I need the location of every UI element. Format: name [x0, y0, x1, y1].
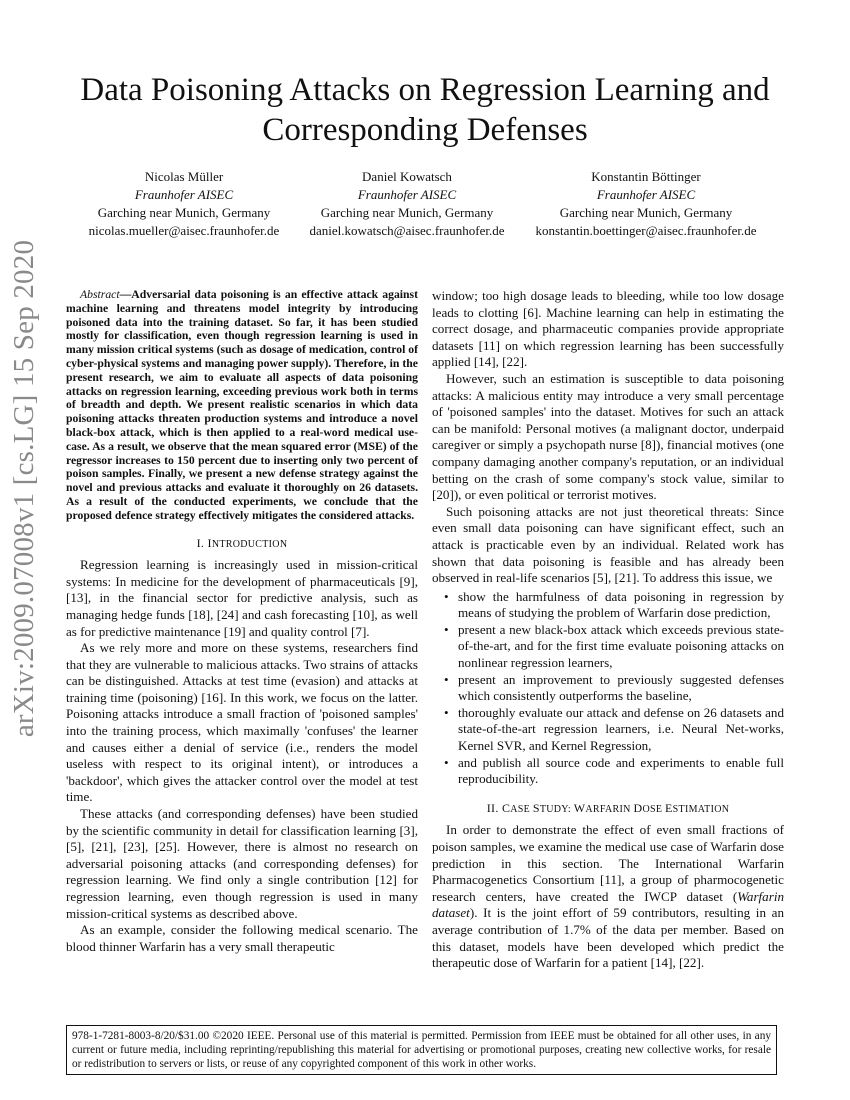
- author-email: daniel.kowatsch@aisec.fraunhofer.de: [309, 223, 505, 238]
- bullet-icon: •: [444, 588, 449, 604]
- author-name: Daniel Kowatsch: [362, 169, 452, 184]
- section-heading-case-study: [432, 800, 784, 819]
- list-item: [444, 704, 784, 755]
- section-cap: D: [633, 800, 643, 815]
- author-email: konstantin.boettinger@aisec.fraunhofer.de: [535, 223, 757, 238]
- section-number: II.: [486, 800, 502, 815]
- bullet-icon: •: [444, 704, 449, 720]
- intro-paragraph-4: As an example, consider the following medical scenario. The blood thinner Warfarin has a very small therapeutic: [66, 922, 418, 954]
- author-affiliation: Fraunhofer AISEC: [357, 187, 457, 202]
- section-rest: ARFARIN: [585, 803, 634, 815]
- section-rest: ASE: [510, 803, 533, 815]
- case-study-dataset-name: Warfarin dataset: [432, 888, 784, 921]
- right-column: [432, 288, 784, 972]
- author-affiliation: Fraunhofer AISEC: [134, 187, 234, 202]
- author-location: Garching near Munich, Germany: [97, 205, 271, 220]
- list-item-text: thoroughly evaluate our attack and defense on 26 datasets and state-of-the-art regression learners, i.e. Neural Net-works, Kernel SVR, and Kernel Regression,: [458, 704, 784, 754]
- list-item: [444, 671, 784, 705]
- case-study-paragraph: [432, 822, 784, 971]
- right-paragraph-threats: Such poisoning attacks are not just theoretical threats: Since even small data poisoning can have significant effect, such an attack is practicable even by an individual. Related work has shown that data poisoning is feasible and has already been observed in real-life scenarios [5], [21]. To address this issue, we: [432, 503, 784, 586]
- paper-title: [40, 70, 810, 150]
- right-paragraph-continuation: window; too high dosage leads to bleeding, while too low dosage leads to clotting [6]. Machine learning can help in estimating the correct dosage, and pharmaceutic companies provide appropriate datasets [11] on which regression learning has been successfully applied [14], [22].: [432, 288, 784, 370]
- list-item: [444, 588, 784, 622]
- abstract-label: Abstract: [80, 288, 120, 301]
- title-line-2: Corresponding Defenses: [262, 112, 588, 148]
- author-affiliation: Fraunhofer AISEC: [596, 187, 696, 202]
- list-item: [444, 621, 784, 672]
- section-cap: E: [665, 800, 673, 815]
- intro-paragraph-3: These attacks (and corresponding defenses) have been studied by the scientific community in detail for classification learning [3], [5], [21], [23], [25]. However, there is almost no research on adversarial poisoning attacks (and corresponding defenses) for regression learning. We find only a single contribution [12] for regression learning, even though regression is used in many mission-critical systems as described above.: [66, 806, 418, 921]
- section-rest: OSE: [642, 803, 666, 815]
- section-rest: TUDY:: [539, 803, 574, 815]
- left-column: [66, 288, 418, 955]
- title-line-1: Data Poisoning Attacks on Regression Learning and: [80, 72, 770, 108]
- intro-paragraph-1: Regression learning is increasingly used in mission-critical systems: In medicine for the development of pharmaceuticals [9], [13], in the financial sector for predictive analysis, such as managing hedge funds [18], [24] and cash forecasting [10], as well as for predictive maintenance [19] and quality control [7].: [66, 557, 418, 639]
- right-paragraph-susceptible: However, such an estimation is susceptible to data poisoning attacks: A malicious entity may introduce a very small percentage of 'poisoned samples' into the dataset. Motives for such an attack can be manifold: Personal motives (a malignant doctor, underpaid caregiver or simply a psychopath nurse [8]), financial motives (one company damaging another company's reputation, or an individual betting on the crash of some company's stock value, similar to [20]), or even political or terrorist motives.: [432, 370, 784, 503]
- arxiv-watermark: [0, 239, 50, 737]
- bullet-icon: •: [444, 621, 449, 637]
- copyright-notice: 978-1-7281-8003-8/20/$31.00 ©2020 IEEE. Personal use of this material is permitted. Permission from IEEE must be obtained for all other uses, in any current or future media, including reprinting/republishing this material for advertising or promotional purposes, creating new collective works, for resale or redistribution to servers or lists, or reuse of any copyrighted component of this work in other works.: [66, 1025, 777, 1075]
- section-number: I.: [196, 535, 208, 550]
- list-item: [444, 754, 784, 788]
- author-3: [518, 168, 774, 240]
- author-name: Konstantin Böttinger: [591, 169, 701, 184]
- abstract: [66, 288, 418, 523]
- section-cap: S: [532, 800, 540, 815]
- section-cap: I: [207, 535, 212, 550]
- author-name: Nicolas Müller: [144, 169, 224, 184]
- author-1: [64, 168, 304, 240]
- list-item-text: and publish all source code and experiments to enable full reproducibility.: [458, 754, 784, 787]
- section-cap: W: [573, 800, 586, 815]
- case-study-text-a: In order to demonstrate the effect of even small fractions of poison samples, we examine the medical use case of Warfarin dose prediction in this section. The International Warfarin Pharmacogenetics Consortium [11], a group of pharmocogenetic research centers, have created the IWCP dataset (: [432, 822, 784, 904]
- bullet-icon: •: [444, 754, 449, 770]
- author-email: nicolas.mueller@aisec.fraunhofer.de: [88, 223, 280, 238]
- case-study-text-b: ). It is the joint effort of 59 contributors, resulting in an average contribution of 1.7% of the data per member. Based on this dataset, models have been developed which predict the therapeutic dose of Warfarin for a patient [14], [22].: [432, 905, 784, 971]
- list-item-text: present a new black-box attack which exceeds previous state-of-the-art, and for the first time evaluate poisoning attacks on nonlinear regression learners,: [458, 621, 784, 671]
- section-rest: NTRODUCTION: [211, 538, 288, 550]
- author-2: [287, 168, 527, 240]
- author-location: Garching near Munich, Germany: [320, 205, 494, 220]
- arxiv-watermark-text: arXiv:2009.07008v1 [cs.LG] 15 Sep 2020: [8, 239, 41, 737]
- list-item-text: show the harmfulness of data poisoning in regression by means of studying the problem of Warfarin dose prediction,: [458, 588, 784, 621]
- bullet-icon: •: [444, 671, 449, 687]
- list-item-text: present an improvement to previously suggested defenses which consistently outperforms the baseline,: [458, 671, 784, 704]
- author-location: Garching near Munich, Germany: [559, 205, 733, 220]
- section-cap: C: [501, 800, 511, 815]
- section-heading-introduction: [66, 535, 418, 554]
- contribution-list: [432, 589, 784, 788]
- intro-paragraph-2: As we rely more and more on these systems, researchers find that they are vulnerable to malicious attacks. Two strains of attacks can be distinguished. Attacks at test time (evasion) and attacks at training time (poisoning) [16]. In this work, we focus on the latter. Poisoning attacks introduce a small fraction of 'poisoned samples' into the training process, which maximally 'confuses' the learner and causes either a denial of service (i.e., renders the model useless with respect to its original intent), or introduces a 'backdoor', which gives the attacker control over the model at test time.: [66, 640, 418, 805]
- abstract-text: —Adversarial data poisoning is an effective attack against machine learning and threatens model integrity by introducing poisoned data into the training dataset. So far, it has been studied mostly for classification, even though regression learning is used in many mission critical systems (such as dosage of medication, control of cyber-physical systems and managing power supply). Therefore, in the present research, we aim to evaluate all aspects of data poisoning attacks on regression learning, exceeding previous work both in terms of breadth and depth. We present realistic scenarios in which data poisoning attacks threaten production systems and introduce a novel black-box attack, which is then applied to a real-word medical use-case. As a result, we observe that the mean squared error (MSE) of the regressor increases to 150 percent due to inserting only two percent of poison samples. Finally, we present a new defense strategy against the novel and previous attacks and evaluate it thoroughly on 26 datasets. As a result of the conducted experiments, we conclude that the proposed defence strategy effectively mitigates the considered attacks.: [66, 288, 419, 522]
- section-rest: STIMATION: [672, 803, 730, 815]
